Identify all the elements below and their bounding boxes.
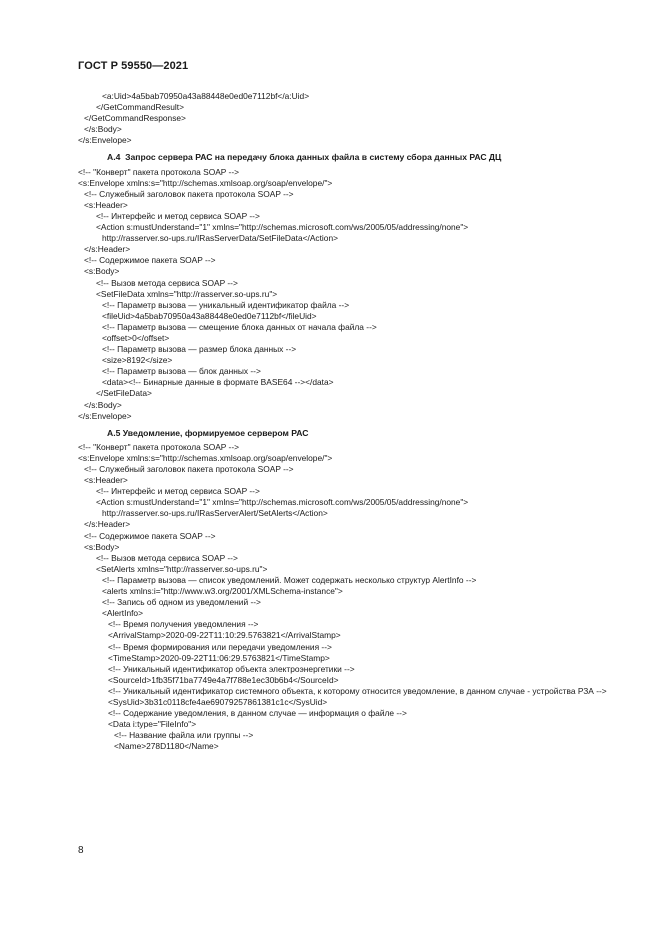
code-line: <s:Header> — [84, 199, 128, 210]
code-line: <Data i:type="FileInfo"> — [108, 719, 197, 730]
code-line: <SysUid>3b31c0118cfe4ae69079257861381c1c</SysUid> — [108, 696, 328, 707]
code-line: <!-- Служебный заголовок пакета протокола SOAP --> — [84, 188, 294, 199]
code-line: <!-- Интерфейс и метод сервиса SOAP --> — [96, 210, 260, 221]
code-line: <!-- Содержимое пакета SOAP --> — [84, 255, 216, 266]
code-line: <!-- Вызов метода сервиса SOAP --> — [96, 277, 238, 288]
code-line: <!-- Содержание уведомления, в данном случае — информация о файле --> — [108, 708, 407, 719]
code-line: </GetCommandResponse> — [84, 113, 186, 124]
code-line: <!-- Уникальный идентификатор системного объекта, к которому относится уведомление, в данном случае - устройства РЗА --> — [108, 685, 607, 696]
code-line: <!-- Параметр вызова — смещение блока данных от начала файла --> — [102, 321, 377, 332]
code-line: <alerts xmlns:i="http://www.w3.org/2001/XMLSchema-instance"> — [102, 586, 343, 597]
code-line: <!-- Служебный заголовок пакета протокола SOAP --> — [84, 464, 294, 474]
code-line: <s:Envelope xmlns:s="http://schemas.xmlsoap.org/soap/envelope/"> — [78, 452, 333, 463]
section-heading: А.4 Запрос сервера РАС на передачу блока данных файла в систему сбора данных РАС ДЦ — [107, 152, 502, 163]
code-line: </s:Envelope> — [78, 410, 132, 421]
section-heading: А.5 Уведомление, формируемое сервером РАС — [107, 427, 309, 438]
document-header: ГОСТ Р 59550—2021 — [78, 60, 189, 72]
code-line: <a:Uid>4a5bab70950a43a88448e0ed0e7112bf</a:Uid> — [102, 91, 310, 101]
code-line: <!-- Запись об одном из уведомлений --> — [102, 597, 261, 608]
code-line: </s:Body> — [84, 399, 122, 410]
code-line: <SetAlerts xmlns="http://rasserver.so-ups.ru"> — [96, 563, 268, 574]
code-line: <!-- Содержимое пакета SOAP --> — [84, 530, 216, 541]
code-line: <!-- "Конверт" пакета протокола SOAP --> — [78, 166, 240, 177]
code-line: <!-- Уникальный идентификатор объекта электроэнергетики --> — [108, 663, 355, 674]
code-line: <!-- Параметр вызова — уникальный идентификатор файла --> — [102, 299, 350, 310]
code-line: <!-- Время формирования или передачи уведомления --> — [108, 641, 332, 652]
page-number: 8 — [78, 845, 84, 856]
code-line: <AlertInfo> — [102, 608, 143, 619]
code-line: </s:Header> — [84, 519, 131, 530]
code-line: <Action s:mustUnderstand="1" xmlns="http://schemas.microsoft.com/ws/2005/05/addressing/none"> — [96, 497, 469, 508]
code-line: <!-- Параметр вызова — размер блока данных --> — [102, 344, 297, 355]
code-line: </s:Envelope> — [78, 135, 132, 146]
code-line: <!-- Вызов метода сервиса SOAP --> — [96, 552, 238, 563]
code-line: <size>8192</size> — [102, 355, 173, 366]
code-line: <data><!-- Бинарные данные в формате BASE64 --></data> — [102, 377, 334, 388]
code-line: <!-- Параметр вызова — блок данных --> — [102, 366, 261, 377]
code-line: <!-- Параметр вызова — список уведомлений. Может содержать несколько структур AlertInfo --> — [102, 574, 477, 585]
code-line: http://rasserver.so-ups.ru/IRasServerData/SetFileData</Action> — [102, 233, 338, 244]
code-line: </SetFileData> — [96, 388, 152, 399]
code-line: <!-- "Конверт" пакета протокола SOAP --> — [78, 441, 240, 452]
code-line: <SourceId>1fb35f71ba7749e4a7f788e1ec30b6b4</SourceId> — [108, 674, 339, 685]
code-line: <ArrivalStamp>2020-09-22T11:10:29.5763821</ArrivalStamp> — [108, 630, 341, 641]
code-line: <!-- Название файла или группы --> — [114, 730, 254, 741]
code-line: <Action s:mustUnderstand="1" xmlns="http://schemas.microsoft.com/ws/2005/05/addressing/none"> — [96, 222, 469, 233]
code-line: </GetCommandResult> — [96, 102, 184, 113]
code-line: </s:Header> — [84, 244, 131, 255]
code-line: <Name>278D1180</Name> — [114, 741, 219, 752]
code-line: <fileUid>4a5bab70950a43a88448e0ed0e7112bf</fileUid> — [102, 310, 317, 321]
code-line: <!-- Интерфейс и метод сервиса SOAP --> — [96, 486, 260, 497]
code-line: <s:Body> — [84, 541, 120, 552]
code-line: <offset>0</offset> — [102, 332, 170, 343]
code-line: <s:Body> — [84, 266, 120, 277]
code-line: <TimeStamp>2020-09-22T11:06:29.5763821</TimeStamp> — [108, 652, 330, 663]
code-line: <!-- Время получения уведомления --> — [108, 619, 259, 630]
code-line: <s:Envelope xmlns:s="http://schemas.xmlsoap.org/soap/envelope/"> — [78, 177, 333, 188]
document-body — [78, 91, 633, 752]
code-line: <s:Header> — [84, 475, 128, 486]
code-line: <SetFileData xmlns="http://rasserver.so-ups.ru"> — [96, 288, 278, 299]
code-line: http://rasserver.so-ups.ru/IRasServerAlert/SetAlerts</Action> — [102, 508, 328, 519]
code-line: </s:Body> — [84, 124, 122, 135]
